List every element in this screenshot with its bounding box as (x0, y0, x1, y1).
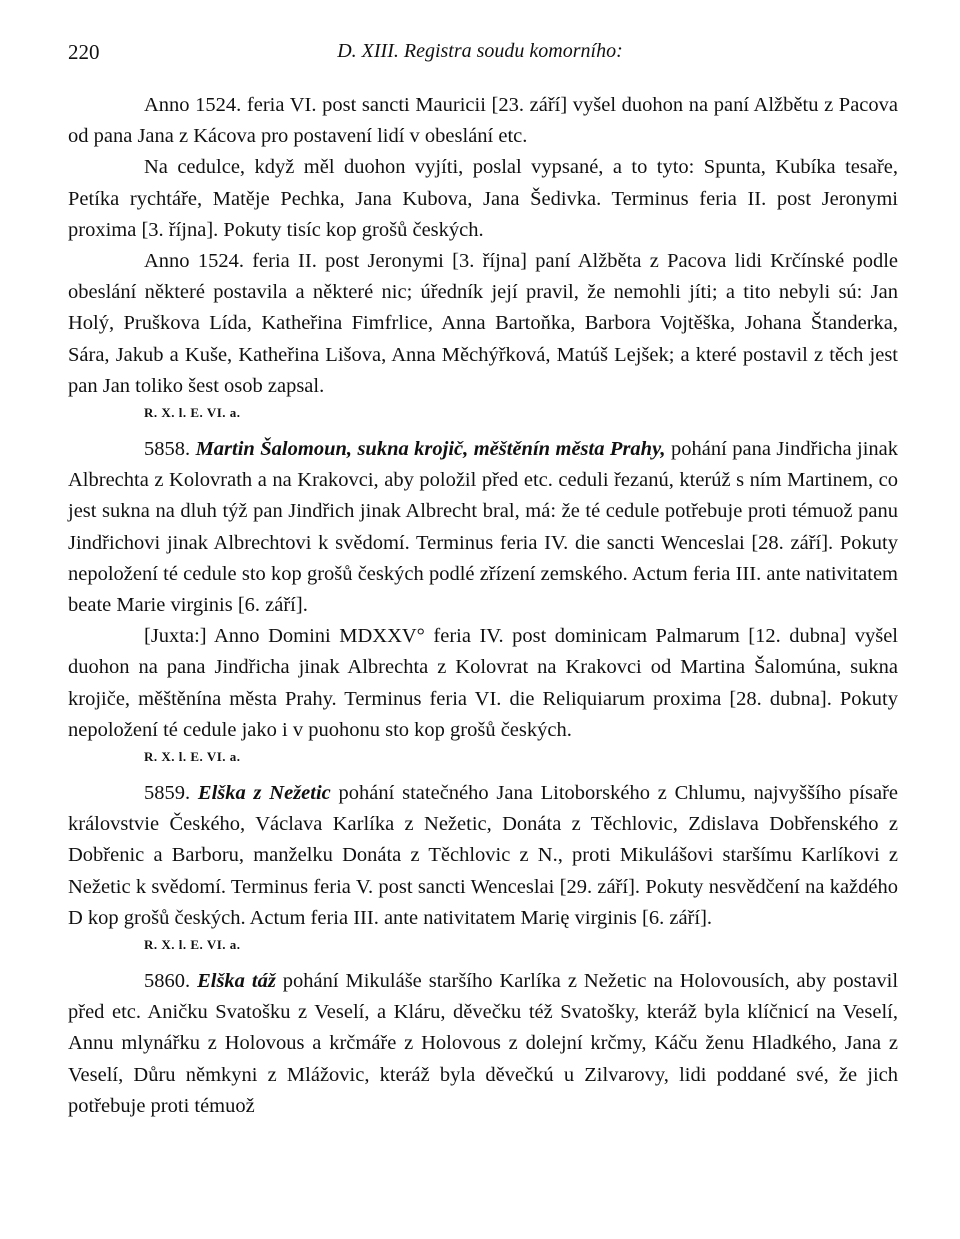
running-title: D. XIII. Registra soudu komorního: (337, 40, 623, 62)
entry-number-5859: 5859. (144, 782, 191, 805)
paragraph-1: Anno 1524. feria VI. post sancti Mauricii [23. září] vyšel duohon na paní Alžbětu z Pacova od pana Jana z Kácova pro postavení lidí v obeslání etc. (68, 94, 898, 148)
entry-text-5860: pohání Mikuláše staršího Karlíka z Nežetic na Holovousích, aby postavil před etc. Aničku Svatošku z Veselí, a Kláru, děvečku též Svatošky, kteráž byla klíčnicí na Veselí, Annu mlynářku z Holovous a krčmáře z Holovous z dolejní krčmy, Káču ženu Hladkého, Jana z Veselí, Důru němkyni z Mlážovic, kteráž byla děvečkú u Zilvarovy, lidi poddané své, že jich potřebuje proti témuož (68, 970, 899, 1117)
entry-5859 (68, 778, 898, 934)
entry-5858 (68, 434, 898, 621)
entry-5858-note: [Juxta:] Anno Domini MDXXV° feria IV. post dominicam Palmarum [12. dubna] vyšel duohon na pana Jindřicha jinak Albrechta z Kolovrat na Krakovci od Martina Šalomúna, sukna krojiče, měštěnína města Prahy. Terminus feria VI. die Reliquiarum proxima [28. dubna]. Pokuty nepoložení té cedule jako i v puohonu sto kop grošů českých. (68, 625, 898, 741)
entry-party-5860: Elška táž (197, 970, 276, 993)
archive-signature-3: R. X. l. E. VI. a. (144, 937, 241, 953)
entry-party-5859: Elška z Nežetic (197, 782, 331, 805)
entry-text-5858: pohání pana Jindřicha jinak Albrechta z Kolovrath a na Krakovci, aby položil před etc. ceduli řezanú, kterúž s ním Martinem, co jest sukna na dluh týž pan Jindřich jinak Albrecht bral, má: že té cedule potřebuje proti témuož panu Jindřichovi jinak Albrechtovi k svědomí. Terminus feria IV. die sancti Wenceslai [28. září]. Pokuty nepoložení té cedule sto kop grošů českých podlé zřízení zemského. Actum feria III. ante nativitatem beate Marie virginis [6. září]. (68, 438, 898, 617)
page-number: 220 (68, 40, 100, 64)
paragraph-2: Na cedulce, když měl duohon vyjíti, poslal vypsané, a to tyto: Spunta, Kubíka tesaře, Petíka rychtáře, Matěje Pechka, Jana Kubova, Jana Šedivka. Terminus feria II. post Jeronymi proxima [3. října]. Pokuty tisíc kop grošů českých. (68, 156, 898, 241)
entry-number-5858: 5858. (144, 438, 191, 461)
page-body (68, 90, 898, 1122)
entry-5860 (68, 966, 898, 1122)
entry-text-5859: pohání statečného Jana Litoborského z Chlumu, najvyššího písaře královstvie Českého, Václava Karlíka z Nežetic, Donáta z Těchlovic, Zdislava Dobřenského z Dobřenic a Barboru, manželku Donáta z Těchlovic z N., proti Mikulášovi staršímu Karlíkovi z Nežetic k svědomí. Terminus feria V. post sancti Wenceslai [29. září]. Pokuty nesvědčení na každého D kop grošů českých. Actum feria III. ante nativitatem Marię virginis [6. září]. (68, 782, 898, 929)
archive-signature-2: R. X. l. E. VI. a. (144, 749, 241, 765)
page-header (68, 40, 892, 70)
entry-number-5860: 5860. (144, 970, 191, 993)
paragraph-3: Anno 1524. feria II. post Jeronymi [3. října] paní Alžběta z Pacova lidi Krčínské podle obeslání některé postavila a některé nic; úředník její pravil, že nemohli jíti; a tito nebyli sú: Jan Holý, Pruškova Lída, Katheřina Fimfrlice, Anna Bartoňka, Barbora Vojtěška, Johana Štanderka, Sára, Jakub a Kuše, Katheřina Lišova, Anna Měchýřková, Matúš Lejšek; a které postavil z těch jest pan Jan toliko šest osob zapsal. (68, 250, 898, 397)
archive-signature-1: R. X. l. E. VI. a. (144, 405, 241, 421)
entry-party-5858: Martin Šalomoun, sukna krojič, měštěnín města Prahy, (195, 438, 666, 461)
